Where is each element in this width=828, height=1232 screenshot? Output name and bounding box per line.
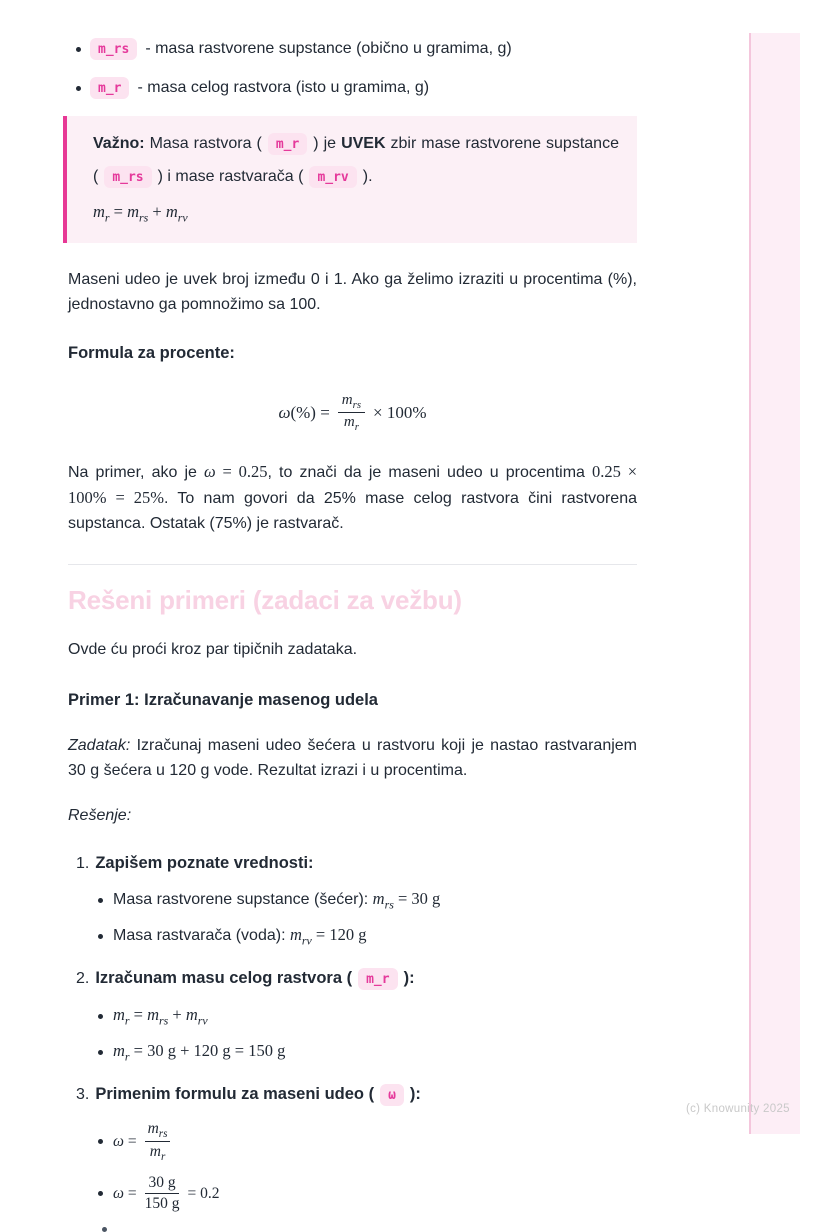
list-item-text <box>113 925 366 948</box>
bullet-dot <box>76 86 81 91</box>
list-item <box>68 77 637 99</box>
code-chip-m-rs: m_rs <box>90 38 137 60</box>
fraction-numerator: $m_{rs}$ <box>145 1120 171 1142</box>
step-title-text: Izračunam masu celog rastvora ( <box>95 969 353 988</box>
formula-lhs: ω = <box>113 1132 137 1150</box>
step-item <box>76 1081 637 1213</box>
step-title-text: Primenim formulu za maseni udeo ( <box>95 1085 375 1104</box>
task-paragraph <box>68 733 637 783</box>
fraction-denominator: $m_r$ <box>343 414 359 434</box>
step-item <box>76 850 637 949</box>
inline-math: 0.25 × 100% = 25% <box>68 462 637 508</box>
display-formula <box>68 392 637 433</box>
inline-math: ω = 0.25 <box>204 462 268 482</box>
inline-math: $m_r = m_{rs} + m_{rv}$ <box>113 1005 208 1028</box>
callout-segment: Masa rastvora ( <box>149 135 262 152</box>
list-item-text <box>113 889 440 912</box>
formula-result: = 0.2 <box>187 1184 220 1202</box>
fraction-denominator: 150 g <box>144 1195 180 1213</box>
bullet-dot <box>98 934 103 939</box>
task-text: Izračunaj maseni udeo šećera u rastvoru koji je nastao rastvaranjem 30 g šećera u 120 g vode. Rezultat izrazi i u procentima. <box>68 737 637 780</box>
callout-segment: ). <box>362 168 373 185</box>
section-intro: Ovde ću proći kroz par tipičnih zadataka. <box>68 641 358 659</box>
bullet-dot <box>98 898 103 903</box>
important-callout <box>63 116 637 243</box>
bullet-dot <box>98 1014 103 1019</box>
formula-heading: Formula za procente: <box>68 344 235 363</box>
inline-math: $m_r = 30$ g + 120 g = 150 g <box>113 1041 286 1064</box>
text-segment: . To nam govori da 25% mase celog rastvora čini rastvorena supstanca. Ostatak (75%) je rastvarač. <box>68 490 637 533</box>
paragraph: Maseni udeo je uvek broj između 0 i 1. Ako ga želimo izraziti u procentima (%), jednostavno ga pomnožimo sa 100. <box>68 271 637 314</box>
step-title-text: ): <box>403 969 415 988</box>
step-title <box>76 1081 637 1109</box>
code-chip-m-r: m_r <box>90 77 129 99</box>
callout-segment: ) i mase rastvarača ( <box>157 168 304 185</box>
list-item <box>98 1040 637 1065</box>
step-title-text: ): <box>409 1085 421 1104</box>
step-title <box>76 965 637 993</box>
section-divider <box>68 564 637 565</box>
step-item <box>76 965 637 1065</box>
fraction <box>145 1174 180 1213</box>
step-number: 3. <box>76 1086 90 1104</box>
paragraph <box>68 459 637 536</box>
intro-bullet-list <box>68 38 637 99</box>
watermark: (c) Knowunity 2025 <box>686 1103 790 1115</box>
inline-math: $m_{rs} = 30$ g <box>372 889 441 912</box>
bullet-dot <box>98 1191 103 1196</box>
step-number: 2. <box>76 970 90 988</box>
callout-label: Važno: <box>93 135 145 152</box>
text-segment: Masa rastvorene supstance (šećer): <box>113 891 369 909</box>
document-page <box>68 0 637 1232</box>
section-heading: Rešeni primeri (zadaci za vežbu) <box>68 585 462 616</box>
text-segment: Masa rastvarača (voda): <box>113 927 286 945</box>
fraction-numerator: $m_{rs}$ <box>338 392 365 413</box>
truncated-bullet-dot <box>102 1227 107 1232</box>
step-bullets <box>76 1004 637 1065</box>
decorative-pink-stripe <box>749 33 800 1134</box>
list-item <box>98 888 637 913</box>
step-number: 1. <box>76 855 90 873</box>
list-item-text: - masa celog rastvora (isto u gramima, g) <box>137 79 430 96</box>
callout-bold: UVEK <box>341 135 386 152</box>
callout-segment: ) je <box>313 135 337 152</box>
step-bullets <box>76 1120 637 1213</box>
list-item <box>98 924 637 949</box>
callout-segment: zbir mase rastvorene supstance ( <box>93 135 619 185</box>
formula-rhs: × 100% <box>373 402 427 422</box>
solution-label: Rešenje: <box>68 807 132 825</box>
list-item <box>98 1174 637 1213</box>
step-title <box>76 850 637 877</box>
inline-math: $m_{rv} = 120$ g <box>289 925 367 948</box>
fraction-denominator: $m_r$ <box>149 1143 166 1164</box>
step-bullets <box>76 888 637 949</box>
code-chip-m-rs: m_rs <box>104 166 151 188</box>
code-chip-m-r: m_r <box>358 968 397 990</box>
code-chip-omega: ω <box>380 1084 404 1106</box>
code-chip-m-r: m_r <box>268 133 307 155</box>
code-chip-m-rv: m_rv <box>309 166 356 188</box>
text-segment: Na primer, ako je <box>68 464 197 482</box>
solution-steps <box>68 850 637 1213</box>
list-item-text: - masa rastvorene supstance (obično u gramima, g) <box>145 40 512 57</box>
list-item <box>98 1004 637 1029</box>
callout-formula: $m_r = m_{rs} + m_{rv}$ <box>93 202 188 225</box>
task-label: Zadatak: <box>68 737 131 755</box>
callout-text <box>93 128 619 194</box>
step-title-text: Zapišem poznate vrednosti: <box>95 854 314 873</box>
list-item <box>68 38 637 60</box>
bullet-dot <box>76 47 81 52</box>
fraction <box>338 392 365 433</box>
fraction <box>145 1120 171 1163</box>
formula-lhs: ω = <box>113 1184 137 1202</box>
list-item <box>98 1120 637 1163</box>
fraction-numerator: 30 g <box>145 1174 180 1194</box>
text-segment: , to znači da je maseni udeo u procentima <box>267 464 585 482</box>
example-title: Primer 1: Izračunavanje masenog udela <box>68 691 378 710</box>
bullet-dot <box>98 1050 103 1055</box>
bullet-dot <box>98 1139 103 1144</box>
formula-lhs: ω(%) = <box>278 402 330 422</box>
